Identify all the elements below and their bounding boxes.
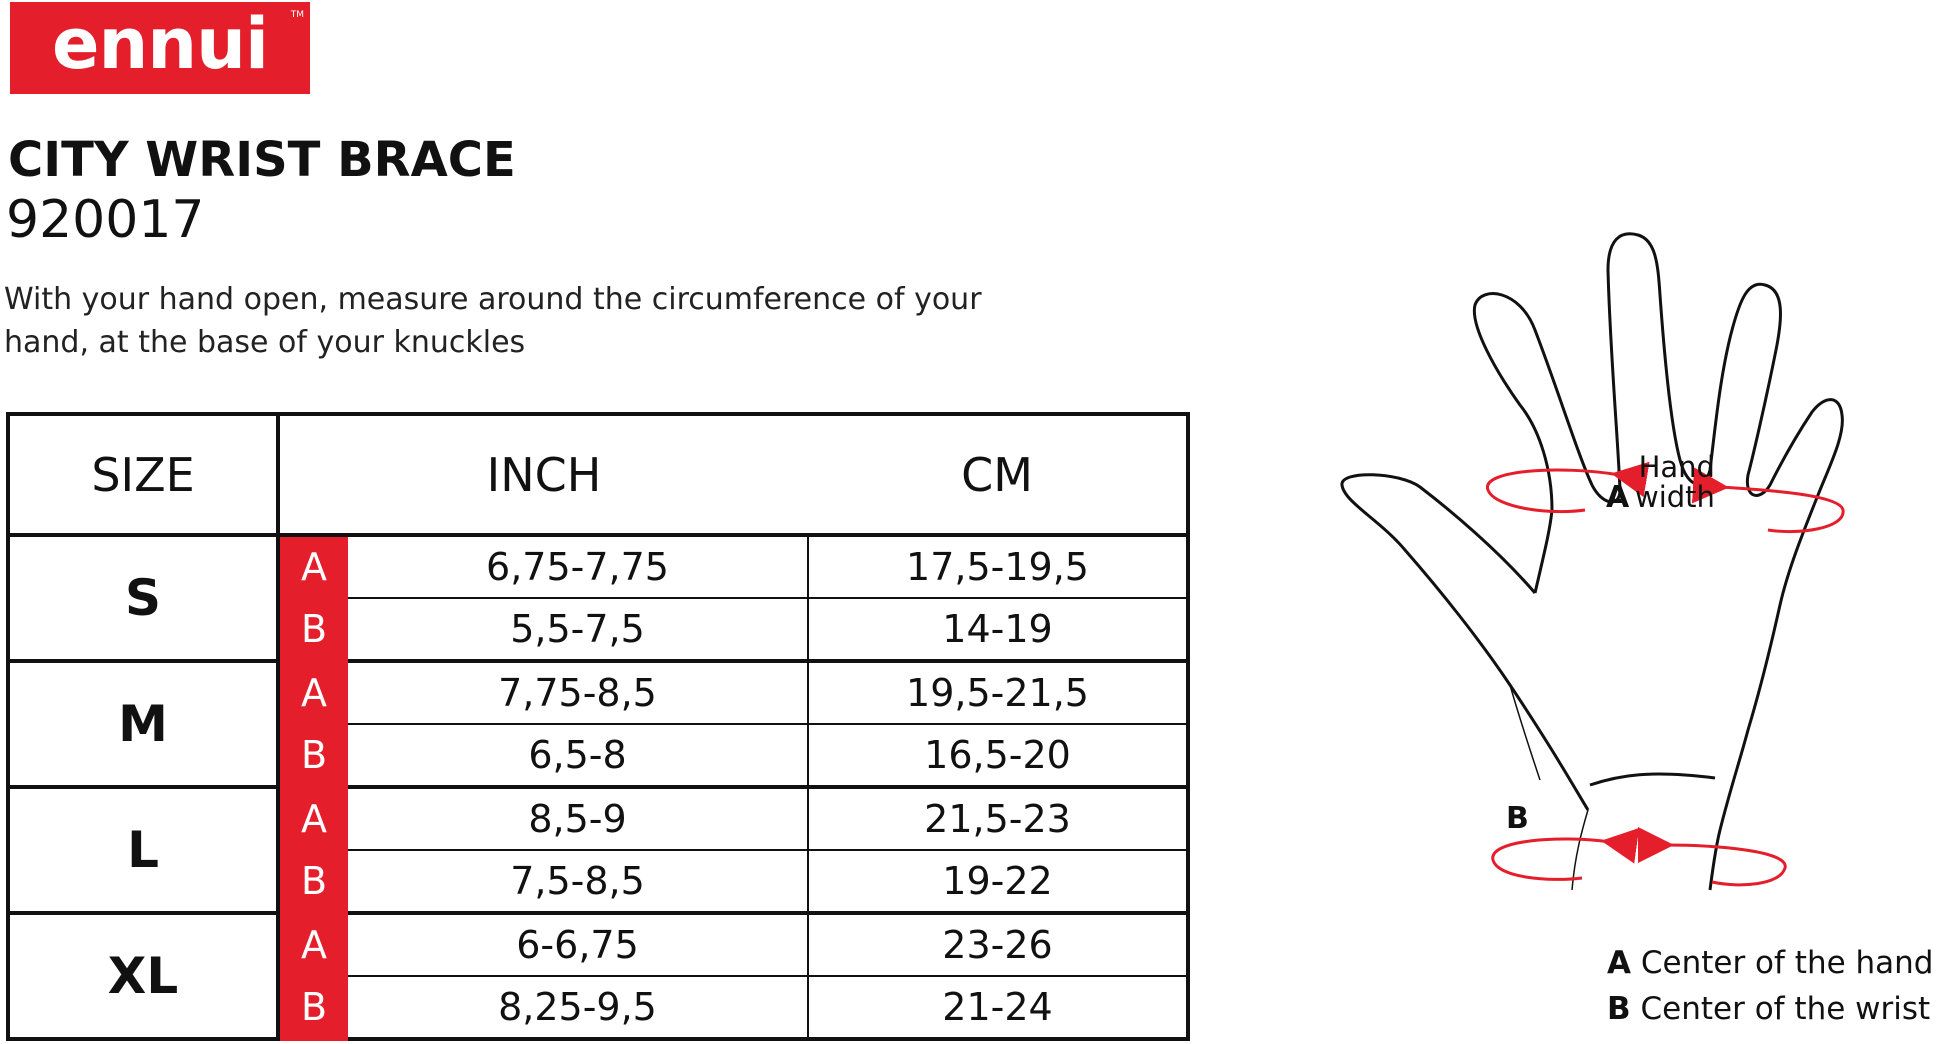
table-header-row	[8, 414, 1188, 535]
measure-letter-b: B	[278, 724, 348, 787]
measure-letter-a: A	[278, 661, 348, 724]
hand-width-arrow-left	[1487, 470, 1620, 512]
legend-text-a: Center of the hand	[1640, 945, 1934, 981]
measure-letter-a: A	[278, 787, 348, 850]
brand-logo	[10, 2, 310, 94]
measure-letter-b: B	[278, 598, 348, 661]
hand-outline-icon	[1320, 130, 1940, 910]
product-code: 920017	[6, 190, 205, 250]
cm-value: 19-22	[808, 850, 1188, 913]
cm-value: 19,5-21,5	[808, 661, 1188, 724]
measure-letter-a: A	[278, 913, 348, 976]
inch-value: 8,25-9,5	[348, 976, 808, 1039]
legend-item-b	[1607, 986, 1933, 1032]
header-size: SIZE	[8, 414, 278, 535]
size-chart-table	[6, 412, 1190, 1041]
legend-text-b: Center of the wrist	[1640, 991, 1931, 1027]
trademark-mark: TM	[290, 10, 304, 20]
measure-letter-b: B	[278, 976, 348, 1039]
inch-value: 6,5-8	[348, 724, 808, 787]
legend-key-b: B	[1607, 991, 1631, 1027]
marker-a: A	[1606, 480, 1630, 515]
header-cm: CM	[808, 414, 1188, 535]
inch-value: 6-6,75	[348, 913, 808, 976]
hand-width-label	[1635, 452, 1715, 512]
hand-width-arrow-right	[1720, 487, 1843, 532]
table-row	[8, 535, 1188, 598]
measure-letter-b: B	[278, 850, 348, 913]
hand-width-line1: Hand	[1638, 450, 1715, 484]
legend-key-a: A	[1607, 945, 1631, 981]
inch-value: 5,5-7,5	[348, 598, 808, 661]
size-label: M	[8, 661, 278, 787]
wrist-arrow-right	[1665, 845, 1785, 885]
cm-value: 17,5-19,5	[808, 535, 1188, 598]
header-inch: INCH	[278, 414, 808, 535]
hand-outline	[1342, 234, 1842, 890]
wrist-arrow-left	[1493, 839, 1610, 879]
product-title: CITY WRIST BRACE	[8, 132, 516, 188]
size-label: L	[8, 787, 278, 913]
marker-b: B	[1506, 801, 1529, 836]
wrist-crease	[1590, 774, 1715, 785]
cm-value: 21-24	[808, 976, 1188, 1039]
size-label: S	[8, 535, 278, 661]
table-row	[8, 787, 1188, 850]
inch-value: 7,5-8,5	[348, 850, 808, 913]
cm-value: 16,5-20	[808, 724, 1188, 787]
measure-letter-a: A	[278, 535, 348, 598]
inch-value: 8,5-9	[348, 787, 808, 850]
inch-value: 6,75-7,75	[348, 535, 808, 598]
inch-value: 7,75-8,5	[348, 661, 808, 724]
measuring-instructions: With your hand open, measure around the circumference of your hand, at the base of your knuckles	[4, 282, 982, 360]
legend-item-a	[1607, 940, 1933, 986]
cm-value: 23-26	[808, 913, 1188, 976]
hand-width-line2: width	[1635, 480, 1715, 514]
table-row	[8, 913, 1188, 976]
cm-value: 21,5-23	[808, 787, 1188, 850]
table-row	[8, 661, 1188, 724]
brand-logo-text: ennui	[52, 3, 268, 85]
size-label: XL	[8, 913, 278, 1039]
cm-value: 14-19	[808, 598, 1188, 661]
measurement-legend	[1607, 940, 1933, 1032]
